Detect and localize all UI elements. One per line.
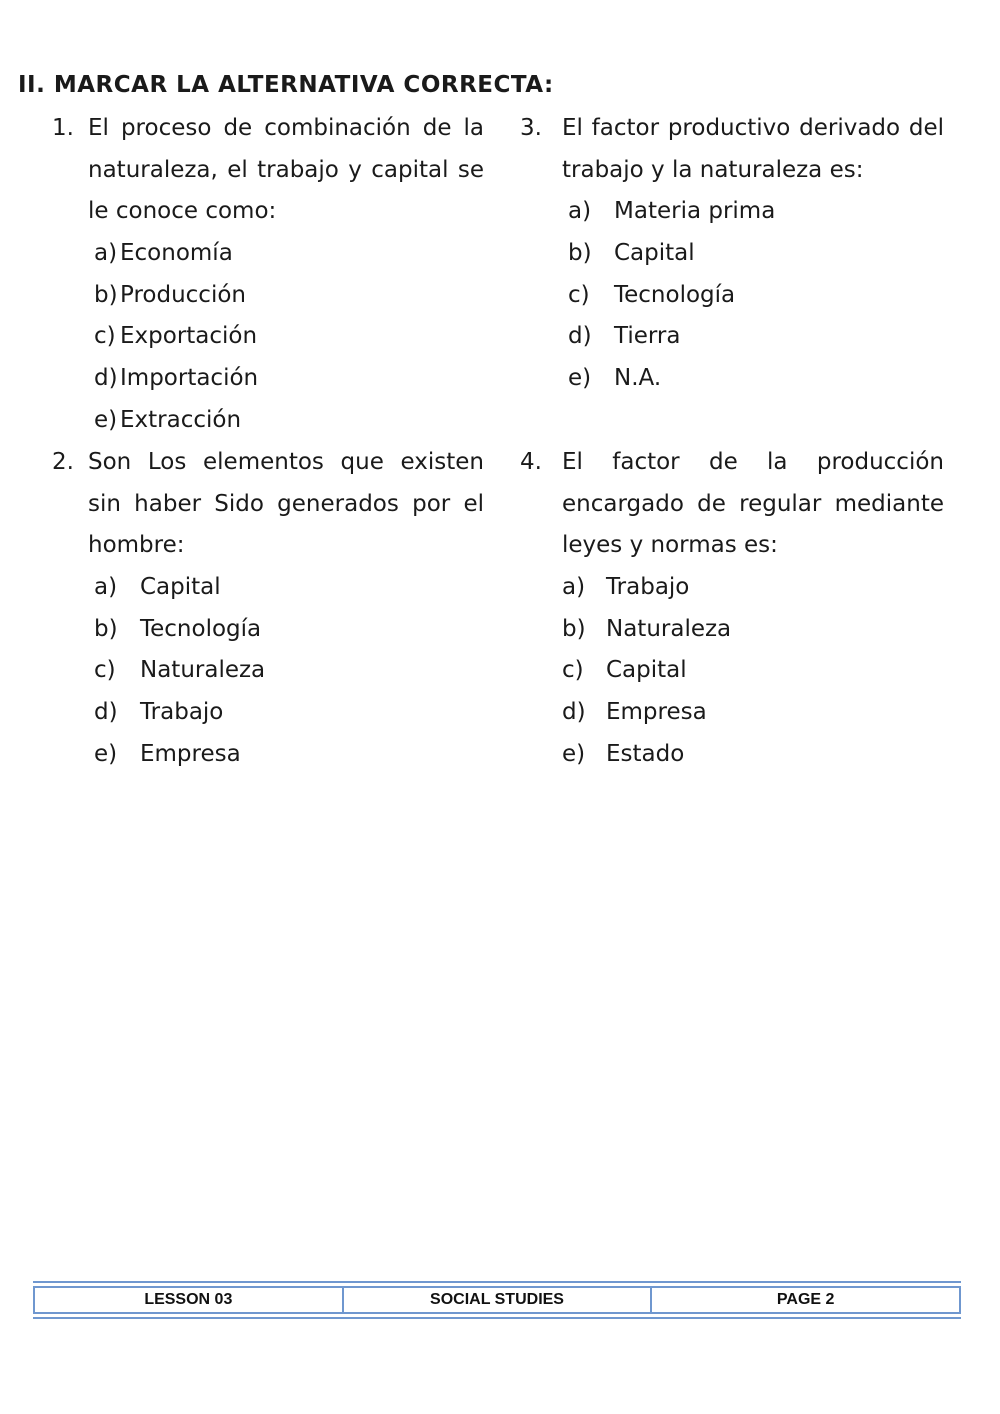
- option-letter: c): [94, 657, 116, 684]
- option-letter: a): [562, 574, 586, 601]
- option-text: N.A.: [614, 365, 662, 392]
- option-letter: d): [562, 699, 586, 726]
- option-e[interactable]: [568, 358, 944, 400]
- option-d[interactable]: [94, 692, 484, 734]
- options-list: [52, 567, 484, 775]
- option-letter: c): [562, 657, 584, 684]
- option-text: Materia prima: [614, 198, 776, 225]
- option-e[interactable]: [94, 734, 484, 776]
- option-text: Capital: [614, 240, 695, 267]
- option-d[interactable]: [562, 692, 944, 734]
- question-text: El factor de la producción encargado de regular mediante leyes y normas es:: [562, 449, 944, 559]
- question-stem: [52, 442, 484, 567]
- option-text: Producción: [120, 281, 246, 308]
- question-number: 4.: [520, 449, 542, 475]
- option-text: Trabajo: [606, 574, 690, 601]
- option-a[interactable]: [94, 567, 484, 609]
- question-2: [52, 442, 484, 776]
- option-text: Estado: [606, 740, 685, 767]
- option-text: Naturaleza: [140, 657, 266, 684]
- option-text: Empresa: [606, 699, 707, 726]
- question-number: 2.: [52, 449, 74, 475]
- question-stem: [520, 442, 944, 567]
- footer-table: [33, 1286, 961, 1314]
- option-a[interactable]: [568, 191, 944, 233]
- question-stem: [52, 108, 484, 233]
- question-4: [520, 442, 944, 776]
- option-letter: c): [568, 281, 590, 308]
- options-list: [520, 567, 944, 775]
- footer-page-number: PAGE 2: [650, 1288, 959, 1312]
- option-b[interactable]: [94, 609, 484, 651]
- footer-subject: SOCIAL STUDIES: [342, 1288, 651, 1312]
- option-letter: b): [94, 615, 118, 642]
- option-letter: c): [94, 323, 116, 350]
- option-letter: a): [94, 240, 118, 267]
- footer-lesson: LESSON 03: [144, 1291, 233, 1308]
- option-a[interactable]: [94, 233, 484, 275]
- option-a[interactable]: [562, 567, 944, 609]
- option-text: Tecnología: [614, 281, 736, 308]
- option-c[interactable]: [562, 650, 944, 692]
- question-number: 3.: [520, 115, 542, 141]
- option-c[interactable]: [94, 316, 484, 358]
- option-text: Trabajo: [140, 699, 224, 726]
- option-text: Empresa: [140, 740, 241, 767]
- option-d[interactable]: [94, 358, 484, 400]
- question-3: [520, 108, 944, 400]
- option-letter: e): [94, 740, 118, 767]
- option-text: Importación: [120, 365, 259, 392]
- option-text: Naturaleza: [606, 615, 732, 642]
- option-b[interactable]: [568, 233, 944, 275]
- option-b[interactable]: [94, 275, 484, 317]
- question-number: 1.: [52, 115, 74, 141]
- option-letter: e): [562, 740, 586, 767]
- page-footer: [33, 1281, 961, 1319]
- question-stem: [520, 108, 944, 191]
- option-letter: e): [94, 406, 118, 433]
- option-c[interactable]: [568, 275, 944, 317]
- option-letter: a): [568, 198, 592, 225]
- option-letter: e): [568, 365, 592, 392]
- option-text: Extracción: [120, 406, 242, 433]
- option-text: Tierra: [614, 323, 681, 350]
- option-text: Exportación: [120, 323, 258, 350]
- options-list: [520, 191, 944, 399]
- option-letter: d): [94, 699, 118, 726]
- option-text: Capital: [140, 574, 221, 601]
- option-letter: a): [94, 574, 118, 601]
- option-letter: d): [94, 365, 118, 392]
- option-d[interactable]: [568, 316, 944, 358]
- option-text: Capital: [606, 657, 687, 684]
- question-text: El proceso de combinación de la naturaleza, el trabajo y capital se le conoce como:: [88, 115, 484, 225]
- option-letter: d): [568, 323, 592, 350]
- option-e[interactable]: [562, 734, 944, 776]
- section-title: II. MARCAR LA ALTERNATIVA CORRECTA:: [18, 72, 554, 98]
- option-text: Economía: [120, 240, 233, 267]
- question-text: El factor productivo derivado del trabajo y la naturaleza es:: [562, 115, 944, 183]
- option-e[interactable]: [94, 400, 484, 442]
- option-text: Tecnología: [140, 615, 262, 642]
- option-letter: b): [562, 615, 586, 642]
- option-letter: b): [94, 281, 118, 308]
- option-letter: b): [568, 240, 592, 267]
- options-list: [52, 233, 484, 441]
- option-b[interactable]: [562, 609, 944, 651]
- question-1: [52, 108, 484, 442]
- question-text: Son Los elementos que existen sin haber Sido generados por el hombre:: [88, 449, 484, 559]
- option-c[interactable]: [94, 650, 484, 692]
